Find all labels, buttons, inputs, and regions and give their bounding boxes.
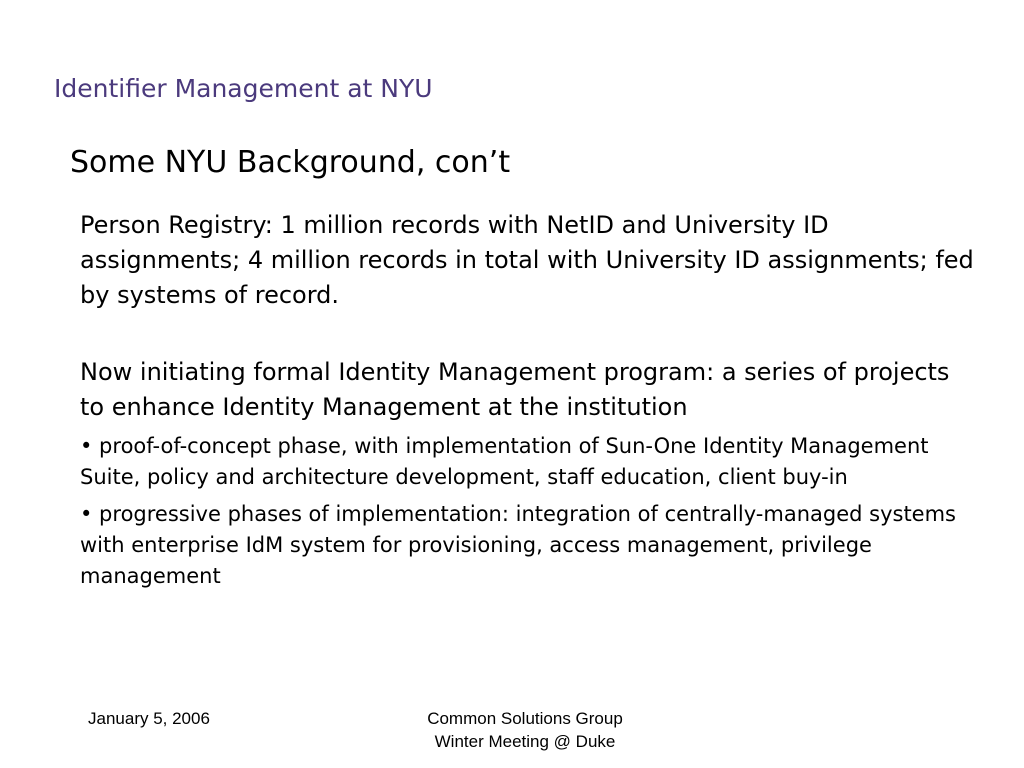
slide-body — [80, 208, 980, 598]
paragraph-idm-program: Now initiating formal Identity Management program: a series of projects to enhance Identity Management at the institution — [80, 358, 950, 421]
bullet-proof-of-concept: • proof-of-concept phase, with implementation of Sun-One Identity Management Suite, policy and architecture development, staff education, client buy-in — [80, 434, 929, 489]
footer-date: January 5, 2006 — [88, 709, 210, 728]
slide-title: Some NYU Background, con’t — [70, 145, 511, 180]
footer-event — [372, 707, 678, 753]
slide-header: Identifier Management at NYU — [54, 74, 433, 103]
footer-event-line-1: Common Solutions Group — [427, 709, 623, 728]
footer-event-line-2: Winter Meeting @ Duke — [434, 732, 616, 751]
paragraph-person-registry: Person Registry: 1 million records with NetID and University ID assignments; 4 million records in total with University ID assignments; fed by systems of record. — [80, 211, 974, 309]
bullet-progressive-phases: • progressive phases of implementation: integration of centrally-managed systems with enterprise IdM system for provisioning, access management, privilege management — [80, 502, 957, 588]
